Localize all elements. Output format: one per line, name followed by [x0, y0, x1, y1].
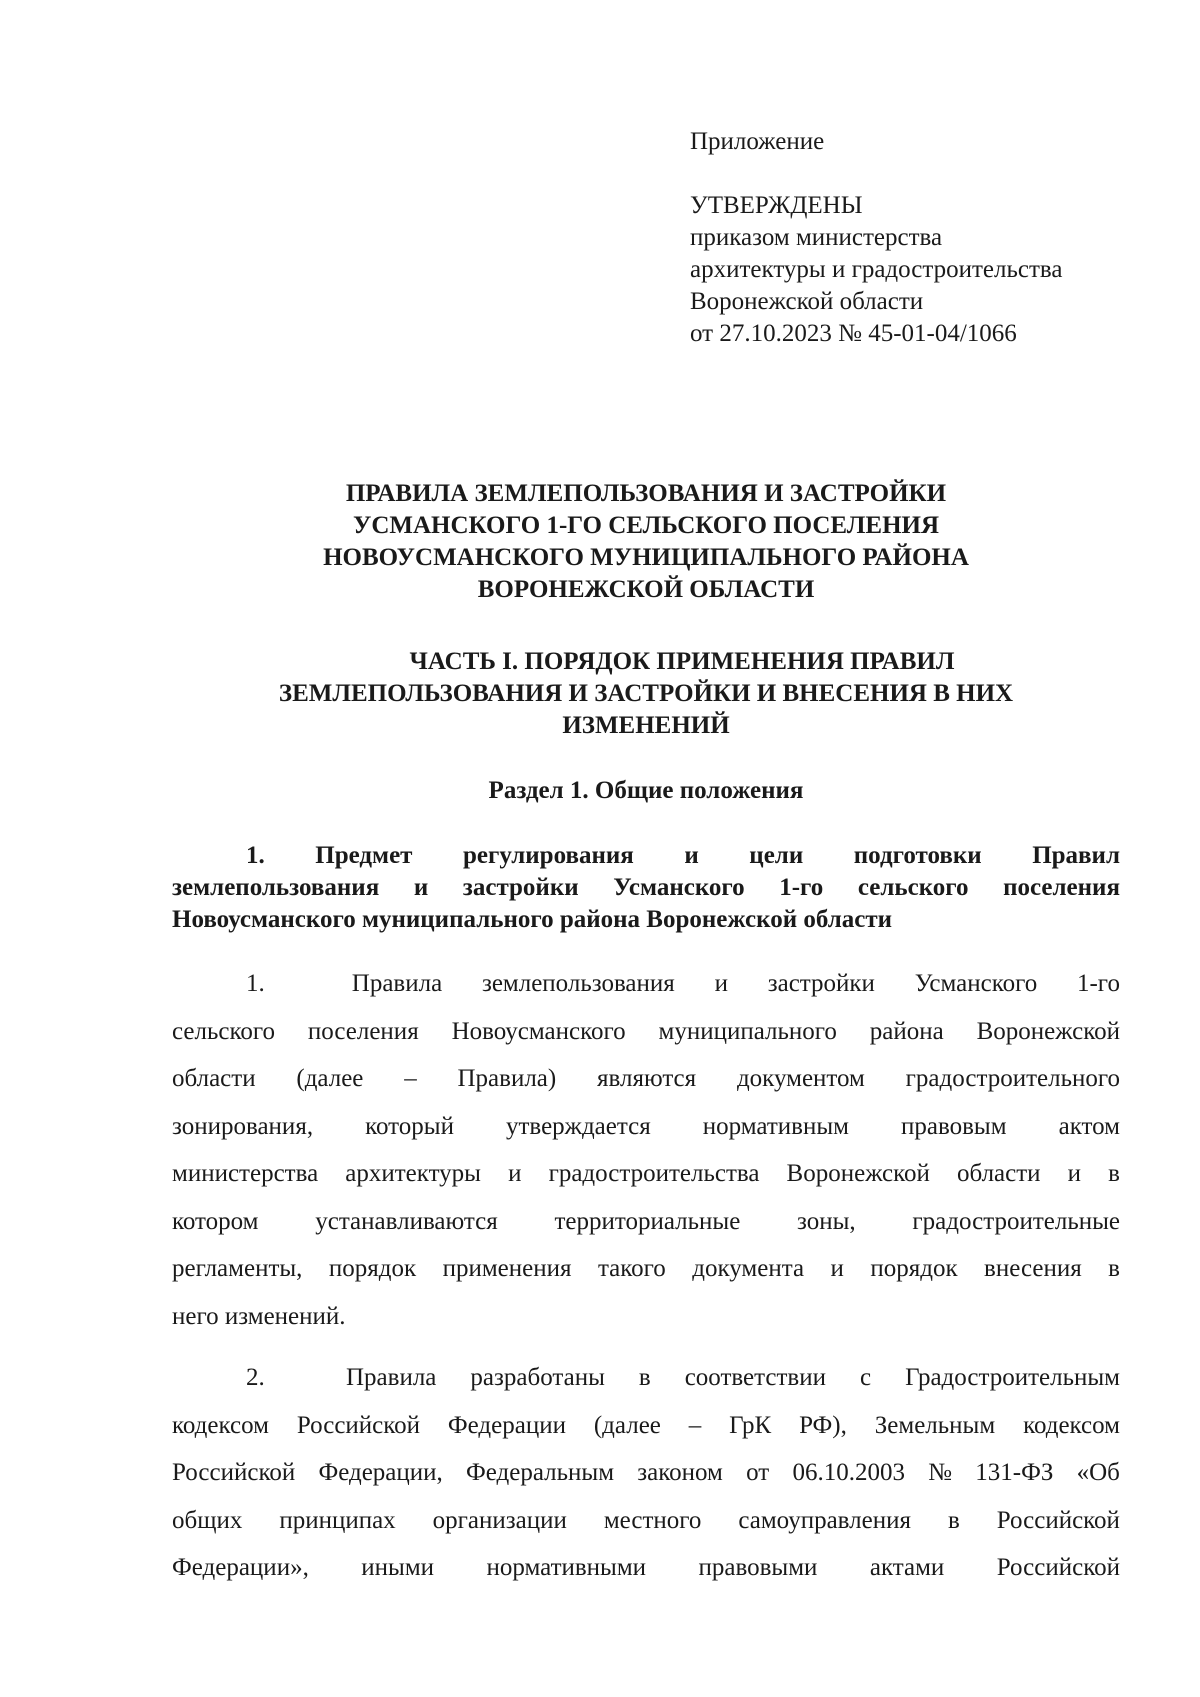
- title-line: УСМАНСКОГО 1-ГО СЕЛЬСКОГО ПОСЕЛЕНИЯ: [352, 512, 940, 539]
- word: кодексом: [172, 1411, 269, 1439]
- word: (далее: [296, 1065, 364, 1092]
- article-number: 1.: [246, 842, 265, 869]
- word: Российской: [296, 1411, 421, 1439]
- title-line: ВОРОНЕЖСКОЙ ОБЛАСТИ: [477, 576, 815, 603]
- word: законом: [637, 1459, 723, 1486]
- word: области: [172, 1065, 256, 1092]
- word: зоны,: [797, 1207, 856, 1235]
- paragraph-1: [172, 960, 1120, 1340]
- approval-line: Воронежской области: [690, 288, 924, 315]
- word: 1-го: [1076, 970, 1120, 997]
- word: застройки: [462, 874, 579, 901]
- document-title: [172, 478, 1120, 606]
- paragraph-line: [172, 1402, 1120, 1450]
- word: Российской: [996, 1506, 1120, 1534]
- word: котором: [172, 1207, 259, 1235]
- word: нормативными: [486, 1554, 647, 1581]
- word: поселения: [1003, 874, 1120, 901]
- word: Федерации: [447, 1411, 566, 1439]
- word: РФ),: [799, 1411, 847, 1439]
- word: порядок: [870, 1255, 958, 1282]
- word: 131-ФЗ: [975, 1459, 1054, 1486]
- paragraph-line: [172, 1354, 1120, 1402]
- approval-line: приказом министерства: [690, 224, 943, 251]
- word: принципах: [279, 1506, 396, 1534]
- word: муниципального: [658, 1017, 837, 1045]
- word: 1-го: [779, 874, 824, 901]
- approval-block: [690, 126, 1062, 350]
- word: порядок: [328, 1255, 417, 1282]
- word: поселения: [307, 1017, 419, 1045]
- word: утверждается: [506, 1112, 651, 1140]
- article-heading-line: [172, 872, 1120, 904]
- title-line: НОВОУСМАНСКОГО МУНИЦИПАЛЬНОГО РАЙОНА: [323, 544, 969, 571]
- word: района: [869, 1017, 944, 1045]
- part-title: [172, 646, 1120, 742]
- paragraph-line: [172, 1245, 1120, 1293]
- paragraph-line: [172, 1198, 1120, 1246]
- word: Российской: [996, 1554, 1120, 1581]
- paragraph-line: [172, 960, 1120, 1008]
- word: Предмет: [315, 842, 413, 869]
- word: актами: [869, 1554, 945, 1581]
- word: разработаны: [470, 1364, 605, 1391]
- word: организации: [432, 1506, 567, 1534]
- word: Российской: [172, 1459, 296, 1486]
- word: землепользования: [481, 970, 675, 997]
- word: градостроительства: [548, 1160, 760, 1187]
- approval-line: архитектуры и градостроительства: [690, 256, 1063, 283]
- word: документа: [692, 1255, 805, 1282]
- word: территориальные: [554, 1207, 741, 1235]
- word: документом: [736, 1065, 865, 1092]
- word: внесения: [984, 1255, 1082, 1282]
- word: градостроительного: [905, 1065, 1120, 1092]
- word: и: [714, 970, 728, 997]
- approval-order-number: от 27.10.2023 № 45-01-04/1066: [690, 320, 1017, 347]
- approved-label: УТВЕРЖДЕНЫ: [690, 192, 863, 219]
- section-heading: Раздел 1. Общие положения: [488, 777, 804, 804]
- word: министерства: [172, 1160, 319, 1187]
- word: регулирования: [463, 842, 634, 869]
- paragraph-line: [172, 1449, 1120, 1497]
- word: №: [928, 1459, 953, 1486]
- word: применения: [442, 1255, 572, 1282]
- word: и: [508, 1160, 522, 1187]
- word: такого: [597, 1255, 666, 1282]
- paragraph-line: [172, 1008, 1120, 1056]
- word: Усманского: [613, 874, 745, 901]
- article-heading-line: [172, 840, 1120, 872]
- word: соответствии: [684, 1364, 826, 1391]
- paragraph-line: [172, 1150, 1120, 1198]
- word: Федерации,: [318, 1459, 443, 1486]
- word: общих: [172, 1506, 243, 1534]
- part-title-line: ЧАСТЬ I. ПОРЯДОК ПРИМЕНЕНИЯ ПРАВИЛ: [409, 648, 955, 675]
- word: и: [684, 842, 699, 869]
- paragraph-line: него изменений.: [172, 1302, 346, 1330]
- word: архитектуры: [345, 1160, 481, 1187]
- word: ГрК: [729, 1411, 772, 1439]
- word: в: [1108, 1255, 1120, 1282]
- word: кодексом: [1023, 1411, 1120, 1439]
- word: актом: [1058, 1112, 1120, 1140]
- word: –: [404, 1065, 417, 1092]
- word: землепользования: [172, 874, 380, 901]
- paragraph-line: [172, 1055, 1120, 1103]
- paragraph-line: [172, 1497, 1120, 1545]
- word: градостроительные: [912, 1207, 1120, 1235]
- word: и: [413, 874, 429, 901]
- word: зонирования,: [172, 1112, 314, 1140]
- paragraph-number: 1.: [246, 970, 265, 997]
- paragraph-number: 2.: [246, 1364, 265, 1391]
- word: –: [688, 1411, 702, 1439]
- word: самоуправления: [738, 1506, 911, 1534]
- word: Земельным: [874, 1411, 996, 1439]
- word: нормативным: [702, 1112, 849, 1140]
- word: регламенты,: [172, 1255, 303, 1282]
- word: Федеральным: [466, 1459, 615, 1486]
- word: Правила: [351, 970, 443, 997]
- title-line: ПРАВИЛА ЗЕМЛЕПОЛЬЗОВАНИЯ И ЗАСТРОЙКИ: [345, 480, 947, 507]
- part-title-line: ИЗМЕНЕНИЙ: [562, 712, 730, 739]
- word: являются: [597, 1065, 697, 1092]
- word: от: [746, 1459, 770, 1486]
- word: Федерации»,: [172, 1554, 309, 1581]
- word: Правил: [1032, 842, 1120, 869]
- word: Воронежской: [976, 1017, 1120, 1045]
- word: и: [830, 1255, 844, 1282]
- word: Воронежской: [786, 1160, 930, 1187]
- word: (далее: [593, 1411, 661, 1439]
- word: с: [859, 1364, 872, 1391]
- word: Новоусманского: [451, 1017, 626, 1045]
- word: правовым: [901, 1112, 1007, 1140]
- word: Правила: [346, 1364, 437, 1391]
- word: застройки: [767, 970, 875, 997]
- word: в: [638, 1364, 651, 1391]
- word: сельского: [857, 874, 969, 901]
- word: области: [956, 1160, 1041, 1187]
- word: который: [365, 1112, 454, 1140]
- word: в: [1108, 1160, 1120, 1187]
- part-title-line: ЗЕМЛЕПОЛЬЗОВАНИЯ И ЗАСТРОЙКИ И ВНЕСЕНИЯ В НИХ: [278, 680, 1014, 707]
- paragraph-line: [172, 1544, 1120, 1592]
- article-heading-line: Новоусманского муниципального района Воронежской области: [172, 906, 893, 933]
- word: 06.10.2003: [792, 1459, 905, 1486]
- article-heading: [172, 840, 1120, 936]
- word: «Об: [1076, 1459, 1120, 1486]
- word: местного: [603, 1506, 702, 1534]
- word: цели: [749, 842, 804, 869]
- word: Правила): [457, 1065, 557, 1092]
- paragraph-line: [172, 1103, 1120, 1151]
- paragraph-2: [172, 1354, 1120, 1592]
- word: Усманского: [914, 970, 1038, 997]
- word: Градостроительным: [905, 1364, 1120, 1391]
- word: сельского: [172, 1017, 275, 1045]
- word: подготовки: [853, 842, 982, 869]
- word: устанавливаются: [315, 1207, 498, 1235]
- word: иными: [361, 1554, 435, 1581]
- appendix-label: Приложение: [690, 128, 825, 155]
- word: в: [947, 1506, 960, 1534]
- word: и: [1067, 1160, 1082, 1187]
- word: правовыми: [698, 1554, 818, 1581]
